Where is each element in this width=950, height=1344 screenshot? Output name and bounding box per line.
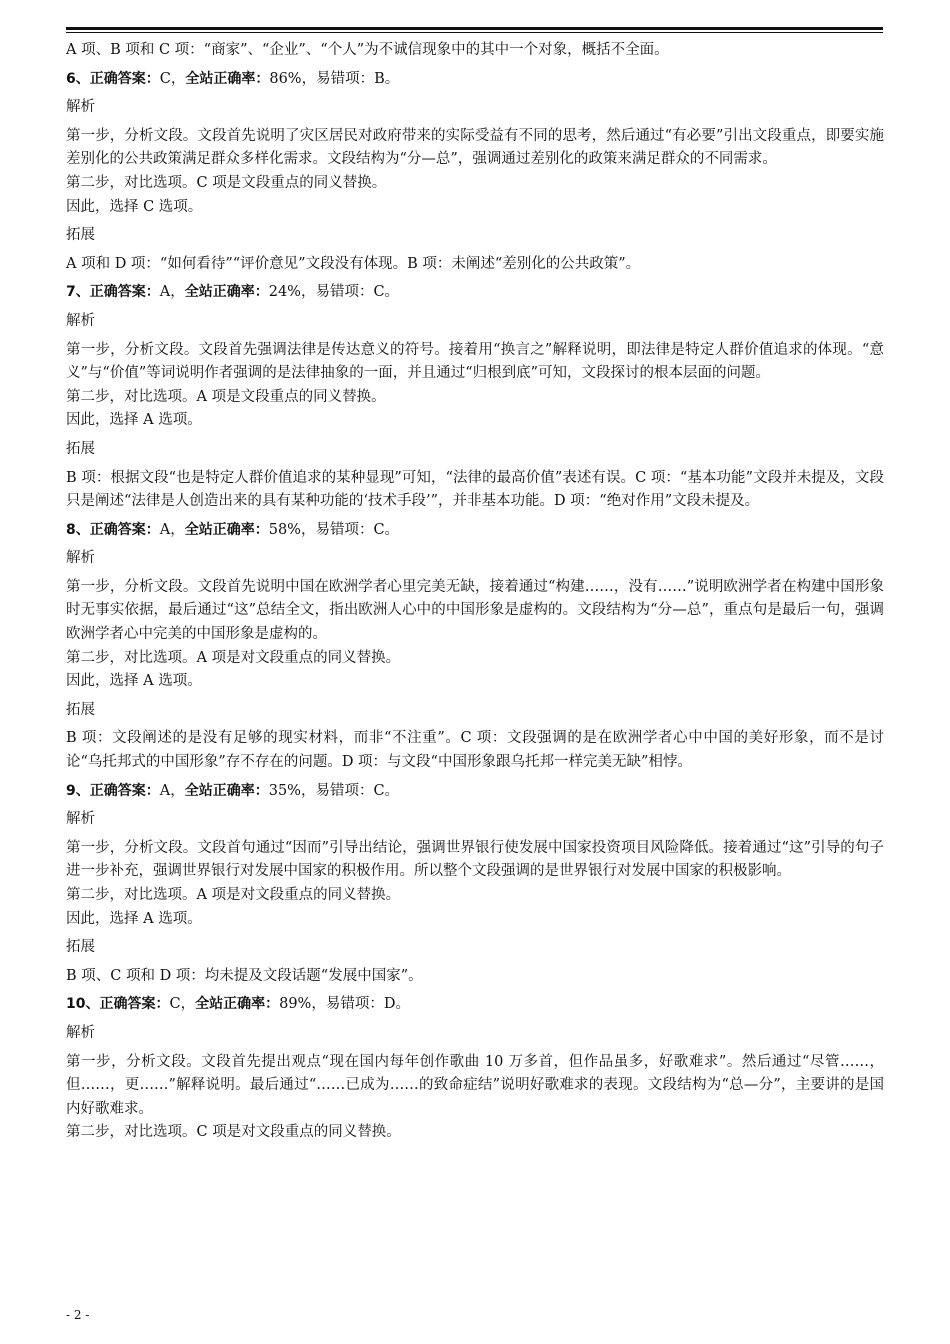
analysis-heading: 解析 <box>66 1024 95 1041</box>
question-10 <box>66 993 884 1145</box>
extension-paragraph: A 项和 D 项：“如何看待”“评价意见”文段没有体现。B 项：未阐述“差别化的公共政策”。 <box>66 255 641 272</box>
answer-line: 10、正确答案：C，全站正确率：89%，易错项：D。 <box>66 996 410 1013</box>
analysis-paragraph: 第一步，分析文段。文段首先说明中国在欧洲学者心里完美无缺，接着通过“构建……，没有……”说明欧洲学者在构建中国形象时无事实依据，最后通过“这”总结全文，指出欧洲人心中的中国形象是虚构的。文段结构为“分—总”，重点句是最后一句，强调欧洲学者心中完美的中国形象是虚构的。 <box>66 578 884 643</box>
analysis-conclusion: 因此，选择 A 选项。 <box>66 412 202 429</box>
extension-paragraph: B 项、C 项和 D 项：均未提及文段话题“发展中国家”。 <box>66 967 423 984</box>
analysis-heading: 解析 <box>66 312 95 329</box>
analysis-conclusion: 因此，选择 A 选项。 <box>66 910 202 927</box>
analysis-heading: 解析 <box>66 99 95 116</box>
analysis-paragraph: 第一步，分析文段。文段首先提出观点“现在国内每年创作歌曲 10 万多首，但作品虽多，好歌难求”。然后通过“尽管……，但……，更……”解释说明。最后通过“……已成为……的致命症结”说明好歌难求的表现。文段结构为“总—分”，主要讲的是国内好歌难求。 <box>66 1053 884 1117</box>
analysis-heading: 解析 <box>66 550 95 567</box>
question-6 <box>66 68 884 277</box>
extension-heading: 拓展 <box>66 701 95 718</box>
analysis-step-two: 第二步，对比选项。C 项是文段重点的同义替换。 <box>66 174 387 191</box>
header-rule-thick <box>66 27 883 30</box>
analysis-step-two: 第二步，对比选项。A 项是文段重点的同义替换。 <box>66 388 386 405</box>
analysis-paragraph: 第一步，分析文段。文段首先强调法律是传达意义的符号。接着用“换言之”解释说明，即法律是特定人群价值追求的体现。“意义”与“价值”等词说明作者强调的是法律抽象的一面，并且通过“归根到底”可知，文段探讨的根本层面的问题。 <box>66 341 884 382</box>
analysis-step-two: 第二步，对比选项。A 项是对文段重点的同义替换。 <box>66 887 401 903</box>
question-7 <box>66 281 884 513</box>
analysis-conclusion: 因此，选择 A 选项。 <box>66 673 202 690</box>
analysis-heading: 解析 <box>66 811 95 828</box>
answer-line: 8、正确答案：A，全站正确率：58%，易错项：C。 <box>66 521 400 538</box>
question-9 <box>66 780 884 989</box>
page-content <box>66 39 884 1145</box>
analysis-conclusion: 因此，选择 C 选项。 <box>66 198 203 215</box>
intro-line: A 项、B 项和 C 项：“商家”、“企业”、“个人”为不诚信现象中的其中一个对象，概括不全面。 <box>66 42 669 58</box>
extension-heading: 拓展 <box>66 440 95 457</box>
extension-heading: 拓展 <box>66 939 95 956</box>
extension-paragraph: B 项：文段阐述的是没有足够的现实材料，而非“不注重”。C 项：文段强调的是在欧洲学者心中中国的美好形象，而不是讨论“乌托邦式的中国形象”存不存在的问题。D 项：与文段“中国形象跟乌托邦一样完美无缺”相悖。 <box>66 730 884 771</box>
question-8 <box>66 519 884 775</box>
extension-heading: 拓展 <box>66 227 95 244</box>
answer-line: 9、正确答案：A，全站正确率：35%，易错项：C。 <box>66 782 400 799</box>
analysis-paragraph: 第一步，分析文段。文段首先说明了灾区居民对政府带来的实际受益有不同的思考，然后通过“有必要”引出文段重点，即要实施差别化的公共政策满足群众多样化需求。文段结构为“分—总”，强调通过差别化的政策来满足群众的不同需求。 <box>66 127 884 168</box>
extension-paragraph: B 项：根据文段“也是特定人群价值追求的某种显现”可知，“法律的最高价值”表述有误。C 项：“基本功能”文段并未提及，文段只是阐述“法律是人创造出来的具有某种功能的‘技术手段’”，并非基本功能。D 项：“绝对作用”文段未提及。 <box>66 469 884 510</box>
analysis-paragraph: 第一步，分析文段。文段首句通过“因而”引导出结论，强调世界银行使发展中国家投资项目风险降低。接着通过“这”引导的句子进一步补充，强调世界银行对发展中国家的积极作用。所以整个文段强调的是世界银行对发展中国家的积极影响。 <box>66 839 884 880</box>
answer-line: 6、正确答案：C，全站正确率：86%，易错项：B。 <box>66 70 400 87</box>
analysis-step-two: 第二步，对比选项。A 项是对文段重点的同义替换。 <box>66 649 401 666</box>
header-rule-thin <box>66 32 883 33</box>
page-number: - 2 - <box>66 1308 90 1322</box>
analysis-step-two: 第二步，对比选项。C 项是对文段重点的同义替换。 <box>66 1124 401 1141</box>
answer-line: 7、正确答案：A，全站正确率：24%，易错项：C。 <box>66 284 400 301</box>
